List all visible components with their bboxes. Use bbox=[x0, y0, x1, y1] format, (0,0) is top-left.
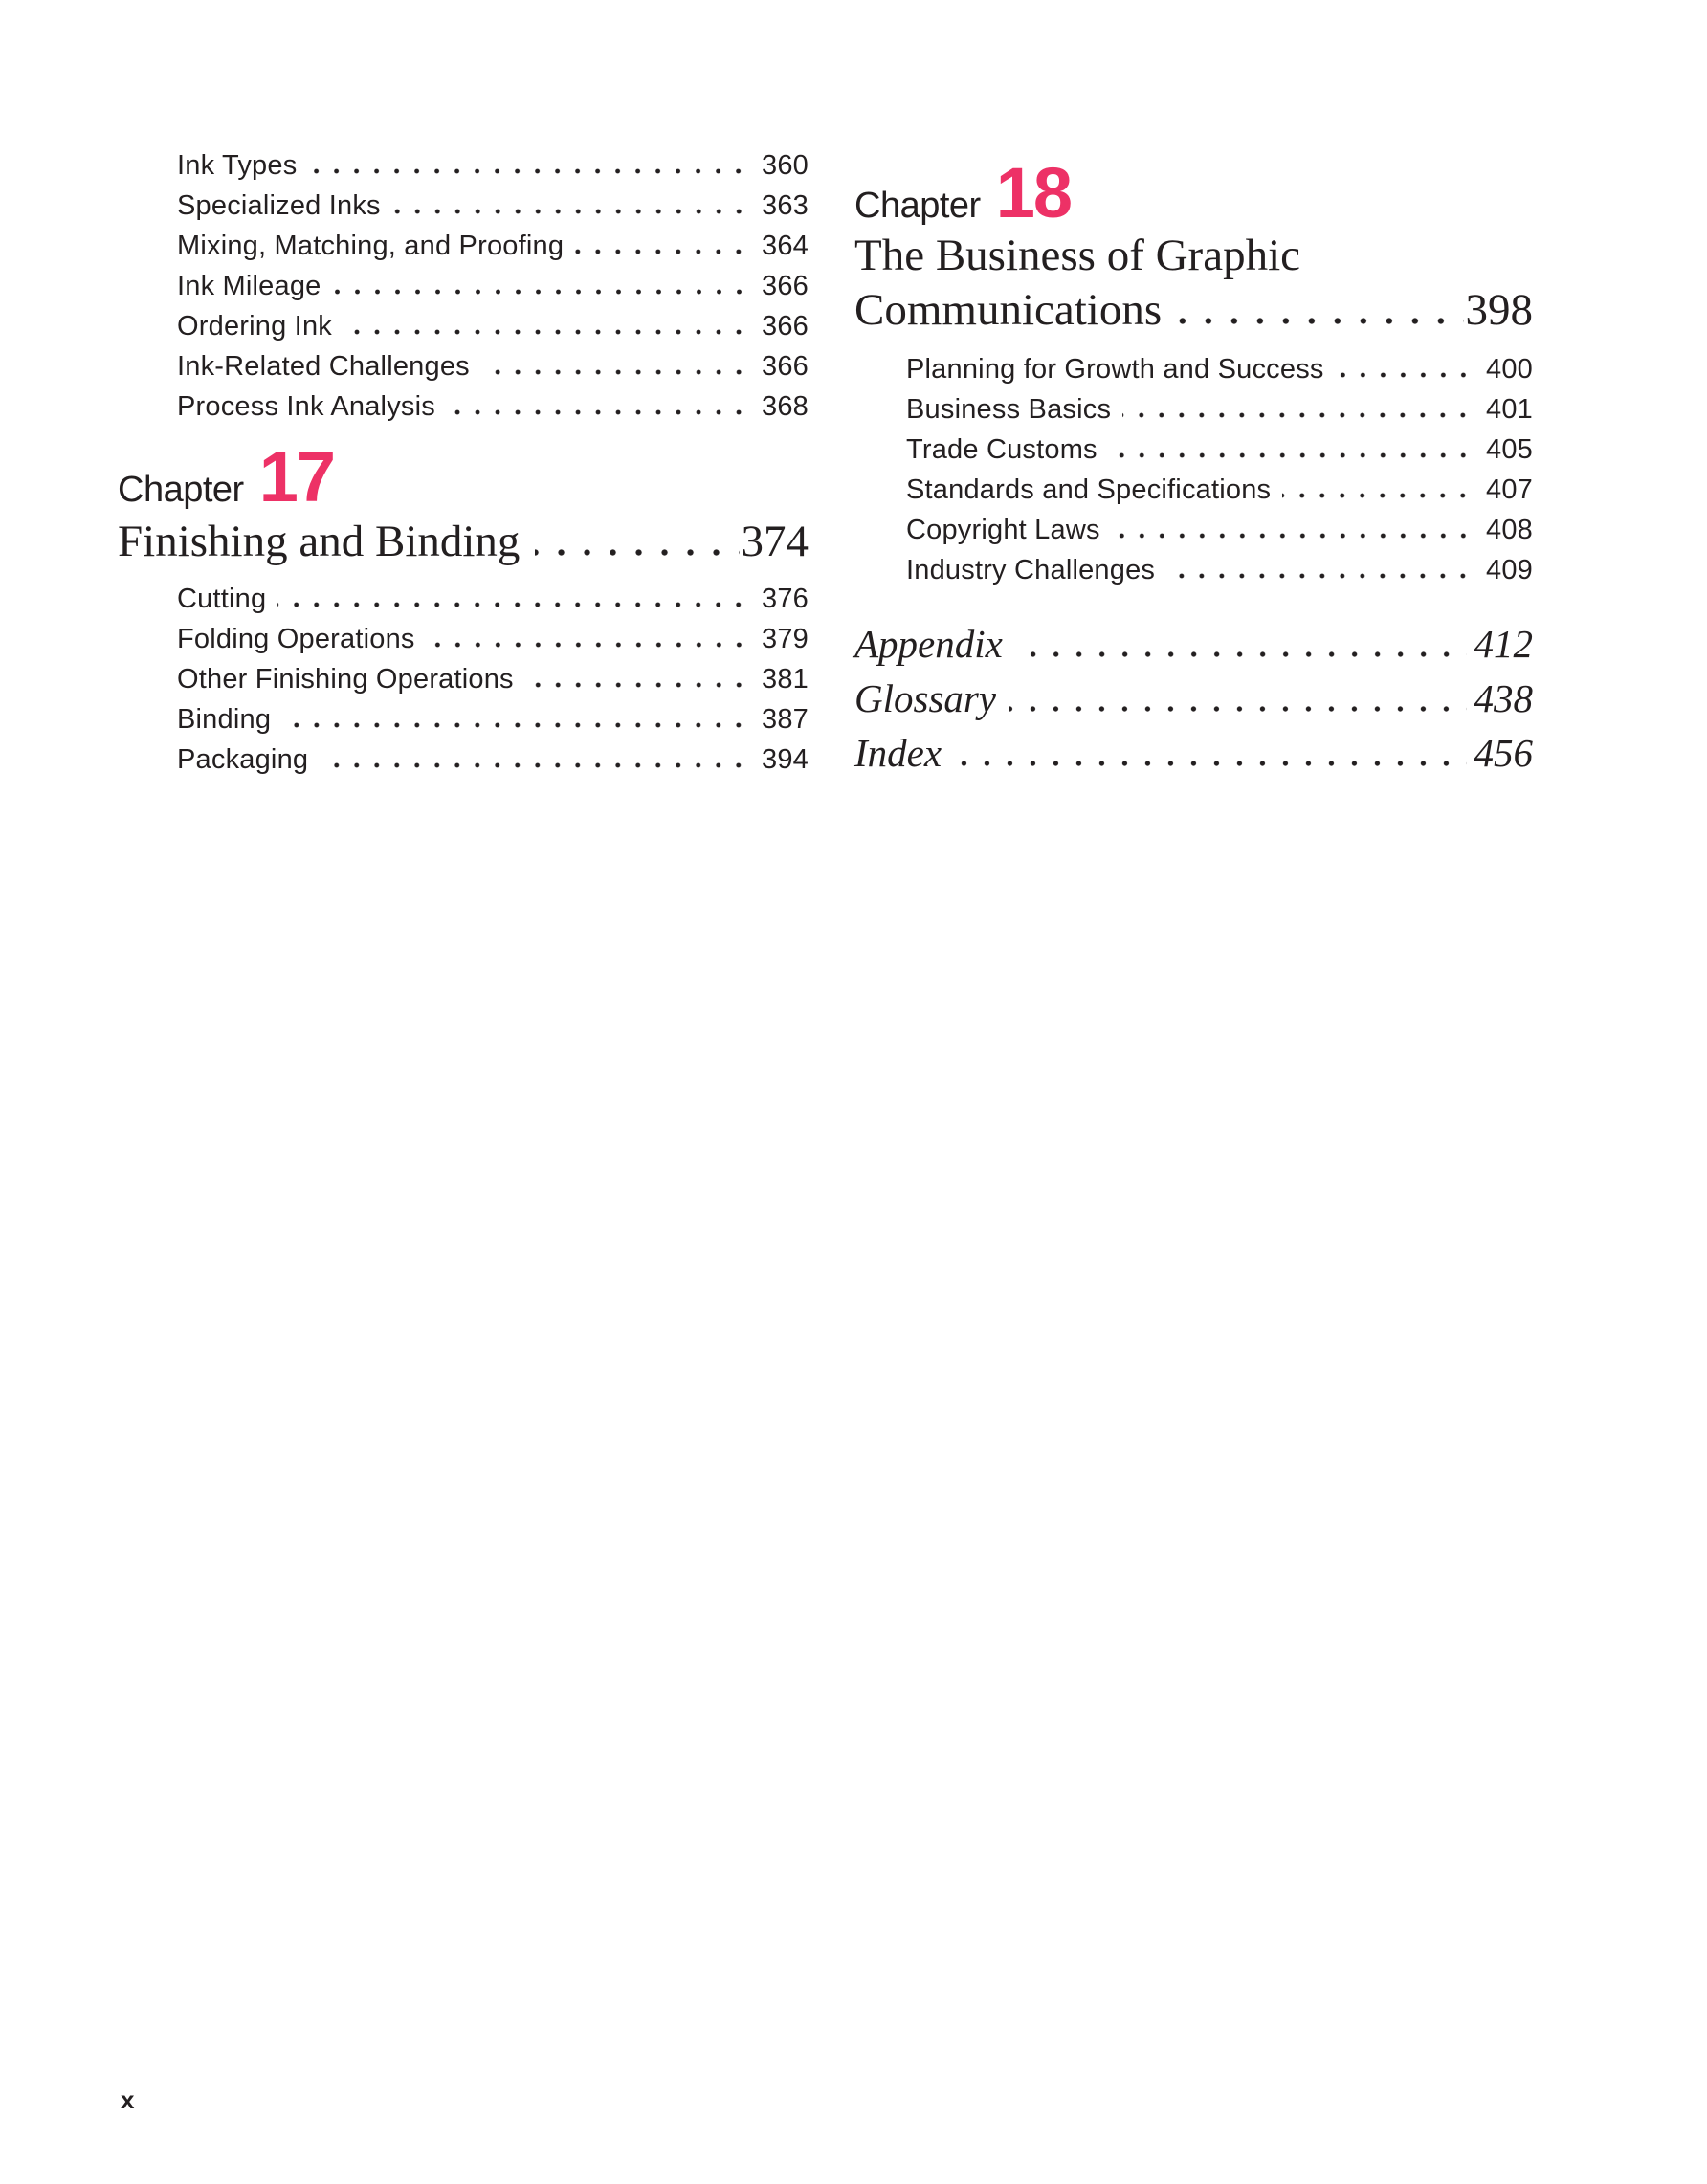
back-matter-label: Glossary bbox=[854, 676, 997, 720]
toc-entry-page: 405 bbox=[1486, 434, 1533, 465]
back-matter-entry bbox=[854, 726, 1533, 781]
toc-entry bbox=[118, 186, 809, 226]
dot-leader bbox=[1177, 318, 1463, 324]
back-matter-label: Appendix bbox=[854, 622, 1003, 666]
chapter-18-title-line2 bbox=[854, 283, 1533, 338]
dot-leader bbox=[320, 762, 756, 768]
dot-leader bbox=[1016, 651, 1467, 657]
dot-leader bbox=[1336, 372, 1480, 378]
toc-entry bbox=[118, 306, 809, 346]
toc-entry-label: Ordering Ink bbox=[177, 311, 332, 342]
dot-leader bbox=[1166, 573, 1480, 579]
toc-entry-page: 360 bbox=[762, 150, 809, 181]
dot-leader bbox=[333, 289, 757, 295]
toc-entry bbox=[118, 699, 809, 739]
back-matter-entry bbox=[854, 617, 1533, 672]
toc-entry-label: Mixing, Matching, and Proofing bbox=[177, 231, 565, 261]
dot-leader bbox=[1109, 452, 1480, 458]
back-matter-section bbox=[854, 617, 1533, 781]
back-matter-page: 456 bbox=[1474, 731, 1533, 775]
chapter-title-page: 374 bbox=[741, 517, 809, 566]
toc-entry-page: 401 bbox=[1486, 394, 1533, 425]
chapter-17-title bbox=[118, 515, 809, 569]
toc-entry-page: 387 bbox=[762, 704, 809, 735]
toc-entry-page: 408 bbox=[1486, 515, 1533, 545]
toc-entry-label: Business Basics bbox=[906, 394, 1112, 425]
toc-entry-label: Standards and Specifications bbox=[906, 474, 1272, 505]
toc-entry bbox=[118, 739, 809, 780]
toc-entry bbox=[854, 510, 1533, 550]
chapter-title-label: Communications bbox=[854, 285, 1163, 335]
toc-entry-label: Trade Customs bbox=[906, 434, 1097, 465]
toc-entry-page: 379 bbox=[762, 624, 809, 654]
dot-leader bbox=[955, 761, 1466, 766]
toc-entry-label: Ink Types bbox=[177, 150, 298, 181]
dot-leader bbox=[344, 329, 756, 335]
toc-entry bbox=[118, 579, 809, 619]
toc-entry bbox=[118, 346, 809, 386]
dot-leader bbox=[525, 682, 756, 688]
toc-entry-label: Binding bbox=[177, 704, 272, 735]
toc-entry bbox=[118, 659, 809, 699]
toc-entry-page: 400 bbox=[1486, 354, 1533, 385]
back-matter-entry bbox=[854, 672, 1533, 726]
toc-entry-label: Packaging bbox=[177, 744, 309, 775]
toc-right-column bbox=[854, 153, 1533, 781]
toc-entry-page: 381 bbox=[762, 664, 809, 695]
dot-leader bbox=[277, 602, 756, 607]
dot-leader bbox=[447, 409, 756, 415]
toc-entry-page: 366 bbox=[762, 311, 809, 342]
toc-entry-label: Ink Mileage bbox=[177, 271, 321, 301]
dot-leader bbox=[575, 249, 756, 254]
toc-entry bbox=[854, 470, 1533, 510]
toc-entry bbox=[118, 386, 809, 427]
dot-leader bbox=[1112, 533, 1480, 539]
toc-entry-label: Specialized Inks bbox=[177, 190, 381, 221]
toc-entry bbox=[854, 349, 1533, 389]
toc-entry-page: 409 bbox=[1486, 555, 1533, 585]
toc-entry-label: Planning for Growth and Success bbox=[906, 354, 1324, 385]
toc-entry bbox=[854, 389, 1533, 430]
toc-entry-label: Ink-Related Challenges bbox=[177, 351, 470, 382]
toc-entry-page: 366 bbox=[762, 351, 809, 382]
toc-entry-page: 394 bbox=[762, 744, 809, 775]
chapter-18-title-line1: The Business of Graphic bbox=[854, 231, 1300, 280]
toc-entry-page: 407 bbox=[1486, 474, 1533, 505]
dot-leader bbox=[308, 168, 756, 174]
chapter-17-entries bbox=[118, 579, 809, 780]
toc-entry bbox=[118, 619, 809, 659]
back-matter-page: 438 bbox=[1474, 676, 1533, 720]
chapter-18-heading bbox=[854, 153, 1533, 232]
toc-entry-page: 363 bbox=[762, 190, 809, 221]
page-folio: x bbox=[121, 2085, 135, 2114]
toc-entry-label: Process Ink Analysis bbox=[177, 391, 435, 422]
toc-entry-page: 366 bbox=[762, 271, 809, 301]
dot-leader bbox=[392, 209, 756, 214]
toc-entry-label: Cutting bbox=[177, 584, 267, 614]
dot-leader bbox=[1009, 706, 1466, 712]
toc-entry-label: Industry Challenges bbox=[906, 555, 1156, 585]
chapter-number: 18 bbox=[995, 153, 1072, 232]
dot-leader bbox=[427, 642, 756, 648]
chapter-18-entries bbox=[854, 349, 1533, 590]
toc-entry-page: 364 bbox=[762, 231, 809, 261]
toc-entry-label: Copyright Laws bbox=[906, 515, 1100, 545]
chapter-number: 17 bbox=[258, 437, 335, 517]
toc-entry bbox=[854, 550, 1533, 590]
toc-entry bbox=[118, 145, 809, 186]
back-matter-label: Index bbox=[854, 731, 942, 775]
toc-entry-page: 376 bbox=[762, 584, 809, 614]
dot-leader bbox=[1122, 412, 1480, 418]
chapter-17-heading bbox=[118, 437, 809, 517]
toc-entry-label: Other Finishing Operations bbox=[177, 664, 514, 695]
toc-entry-page: 368 bbox=[762, 391, 809, 422]
toc-entry bbox=[118, 266, 809, 306]
toc-entry bbox=[854, 430, 1533, 470]
toc-left-column bbox=[118, 145, 809, 780]
toc-entry bbox=[118, 226, 809, 266]
back-matter-page: 412 bbox=[1474, 622, 1533, 666]
chapter-title-label: Finishing and Binding bbox=[118, 517, 521, 566]
chapter-label: Chapter bbox=[854, 186, 981, 226]
dot-leader bbox=[481, 369, 756, 375]
chapter-label: Chapter bbox=[118, 470, 244, 510]
dot-leader bbox=[1282, 493, 1480, 498]
toc-entry-label: Folding Operations bbox=[177, 624, 415, 654]
dot-leader bbox=[282, 722, 756, 728]
chapter-title-page: 398 bbox=[1465, 285, 1533, 335]
dot-leader bbox=[535, 549, 739, 556]
